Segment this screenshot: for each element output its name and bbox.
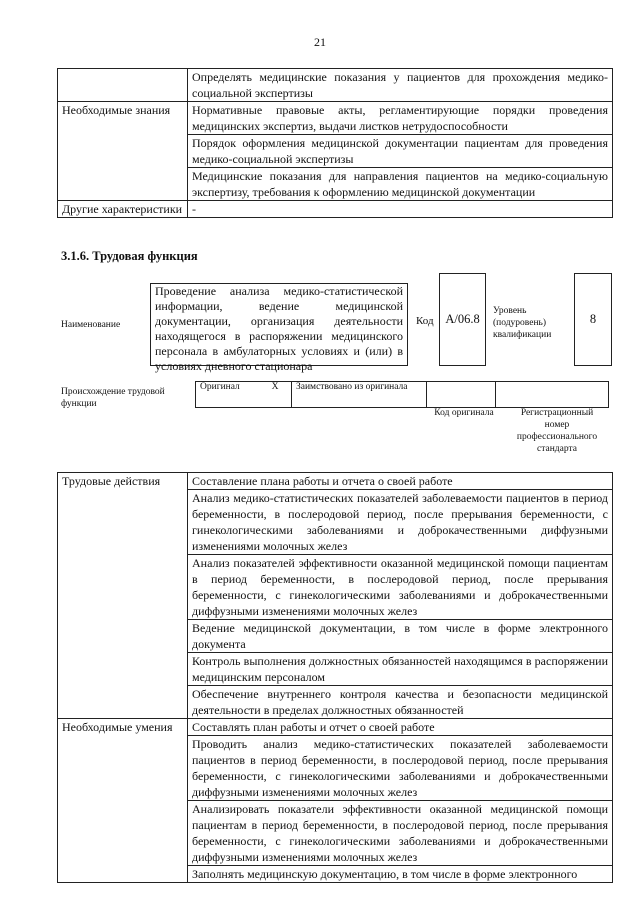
origin-label: Происхождение трудовой функции [61, 387, 165, 409]
row-text: Медицинские показания для направления пациентов на медико-социальную экспертизу, требования к оформлению медицинской документации [188, 168, 613, 201]
function-code: A/06.8 [439, 273, 486, 366]
table-row [58, 201, 613, 218]
row-text: Ведение медицинской документации, в том числе в форме электронного документа [188, 620, 613, 653]
row-label: Другие характеристики [58, 201, 188, 218]
row-text: Составление плана работы и отчета о своей работе [188, 473, 613, 490]
registration-number-label: Регистрационный номер профессионального стандарта [516, 408, 598, 454]
row-text: Контроль выполнения должностных обязанностей находящимся в распоряжении медицинским персоналом [188, 653, 613, 686]
borrowed-label: Заимствовано из оригинала [292, 382, 427, 408]
row-text: Заполнять медицинскую документацию, в том числе в форме электронного [188, 866, 613, 883]
row-text: - [188, 201, 613, 218]
row-label [58, 69, 188, 102]
row-text: Анализировать показатели эффективности оказанной медицинской помощи пациентам в период беременности, в послеродовой период, после прерывания беременности, с гинекологическими заболеваниями и доброкачественными диффузными изменениями молочных желез [188, 801, 613, 866]
table-row [58, 473, 613, 490]
original-mark: X [259, 382, 292, 408]
code-label: Код [416, 315, 434, 327]
table-row [58, 719, 613, 736]
row-text: Порядок оформления медицинской документации пациентам для проведения медико-социальной экспертизы [188, 135, 613, 168]
registration-number-cell [496, 382, 609, 408]
origin-table [195, 381, 609, 408]
function-name: Проведение анализа медико-статистической информации, ведение медицинской документации, организация деятельности находящегося в распоряжении медицинского персонала в амбулаторных условиях и (или) в условиях дневного стационара [150, 283, 408, 366]
qualification-level: 8 [574, 273, 612, 366]
row-text: Анализ медико-статистических показателей заболеваемости пациентов в период беременности, в послеродовой период, после прерывания беременности, с гинекологическими заболеваниями и доброкачественными диффузными изменениями молочных желез [188, 490, 613, 555]
row-label: Необходимые знания [58, 102, 188, 201]
row-text: Проводить анализ медико-статистических показателей заболеваемости пациентов в период беременности, в послеродовой период, после прерывания беременности, с гинекологическими заболеваниями и доброкачественными диффузными изменениями молочных желез [188, 736, 613, 801]
knowledge-table [57, 68, 613, 218]
row-text: Нормативные правовые акты, регламентирующие порядки проведения медицинских экспертиз, выдачи листков нетрудоспособности [188, 102, 613, 135]
original-code-cell [427, 382, 496, 408]
original-label: Оригинал [196, 382, 260, 408]
labor-actions-table [57, 472, 613, 883]
level-label: Уровень (подуровень) квалификации [493, 306, 552, 340]
row-label: Трудовые действия [58, 473, 188, 719]
row-text: Анализ показателей эффективности оказанной медицинской помощи пациентам в период беременности, в послеродовой период, после прерывания беременности, с гинекологическими заболеваниями и доброкачественными диффузными изменениями молочных желез [188, 555, 613, 620]
table-row [58, 102, 613, 135]
table-row [58, 69, 613, 102]
row-text: Составлять план работы и отчет о своей работе [188, 719, 613, 736]
name-label: Наименование [61, 320, 121, 330]
page-number: 21 [314, 35, 326, 49]
code-original-label: Код оригинала [434, 408, 494, 418]
row-label: Необходимые умения [58, 719, 188, 883]
row-text: Обеспечение внутреннего контроля качества и безопасности медицинской деятельности в пределах должностных обязанностей [188, 686, 613, 719]
section-heading: 3.1.6. Трудовая функция [61, 249, 198, 263]
row-text: Определять медицинские показания у пациентов для прохождения медико-социальной экспертизы [188, 69, 613, 102]
